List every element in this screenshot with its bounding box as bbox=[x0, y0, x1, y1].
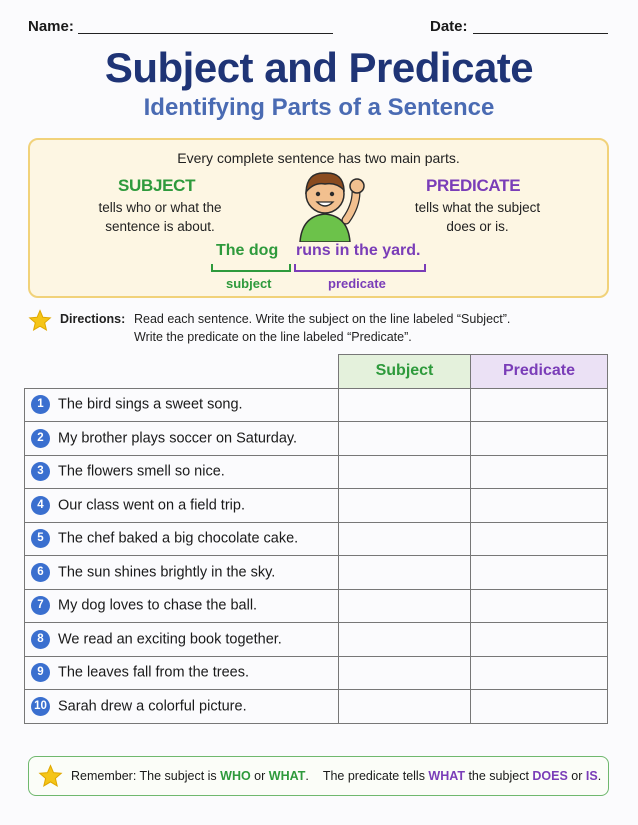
sentence-text: The bird sings a sweet song. bbox=[58, 396, 243, 413]
predicate-answer-cell[interactable] bbox=[471, 690, 608, 724]
table-row bbox=[25, 690, 608, 724]
remember-keyword: WHAT bbox=[428, 769, 465, 783]
subject-answer-cell[interactable] bbox=[339, 656, 471, 690]
page-title: Subject and Predicate bbox=[104, 44, 534, 91]
number-badge: 9 bbox=[31, 663, 50, 682]
predicate-heading: PREDICATE bbox=[426, 176, 521, 195]
remember-part: . bbox=[305, 769, 309, 783]
remember-box bbox=[28, 756, 609, 796]
number-badge: 3 bbox=[31, 462, 50, 481]
sentence-text: Our class went on a field trip. bbox=[58, 497, 245, 514]
sentence-cell bbox=[25, 623, 339, 657]
star-icon bbox=[38, 764, 63, 789]
remember-keyword: IS bbox=[585, 769, 598, 783]
remember-text bbox=[71, 769, 601, 783]
subject-description bbox=[70, 198, 250, 236]
subject-answer-cell[interactable] bbox=[339, 388, 471, 422]
sentence-cell bbox=[25, 455, 339, 489]
predicate-answer-cell[interactable] bbox=[471, 522, 608, 556]
table-row bbox=[25, 556, 608, 590]
number-badge: 8 bbox=[31, 630, 50, 649]
sentence-text: Sarah drew a colorful picture. bbox=[58, 698, 247, 715]
name-line[interactable] bbox=[78, 33, 333, 34]
predicate-answer-cell[interactable] bbox=[471, 556, 608, 590]
subject-answer-cell[interactable] bbox=[339, 623, 471, 657]
table-row bbox=[25, 656, 608, 690]
worksheet-table bbox=[24, 354, 608, 724]
sentence-text: We read an exciting book together. bbox=[58, 631, 282, 648]
remember-part: the subject bbox=[464, 769, 533, 783]
subject-answer-cell[interactable] bbox=[339, 690, 471, 724]
remember-keyword: DOES bbox=[532, 769, 568, 783]
remember-part: Remember: The subject is bbox=[71, 769, 221, 783]
table-row bbox=[25, 455, 608, 489]
number-badge: 1 bbox=[31, 395, 50, 414]
name-label: Name: bbox=[28, 18, 74, 35]
table-header-blank bbox=[25, 355, 339, 389]
directions-label: Directions: bbox=[60, 312, 126, 326]
number-badge: 2 bbox=[31, 429, 50, 448]
sentence-cell bbox=[25, 522, 339, 556]
sentence-text: The flowers smell so nice. bbox=[58, 463, 225, 480]
predicate-answer-cell[interactable] bbox=[471, 489, 608, 523]
number-badge: 7 bbox=[31, 596, 50, 615]
subject-answer-cell[interactable] bbox=[339, 422, 471, 456]
info-intro: Every complete sentence has two main parts. bbox=[177, 150, 460, 166]
predicate-description bbox=[390, 198, 565, 236]
sentence-cell bbox=[25, 422, 339, 456]
predicate-desc-line: tells what the subject bbox=[414, 200, 541, 215]
predicate-answer-cell[interactable] bbox=[471, 623, 608, 657]
date-line[interactable] bbox=[473, 33, 608, 34]
subject-answer-cell[interactable] bbox=[339, 589, 471, 623]
predicate-label: predicate bbox=[328, 276, 386, 291]
name-date-row bbox=[28, 18, 608, 38]
predicate-answer-cell[interactable] bbox=[471, 388, 608, 422]
sentence-cell bbox=[25, 489, 339, 523]
sentence-cell bbox=[25, 656, 339, 690]
remember-part: or bbox=[567, 769, 586, 783]
table-row bbox=[25, 388, 608, 422]
page-subtitle: Identifying Parts of a Sentence bbox=[143, 94, 495, 121]
subject-heading: SUBJECT bbox=[118, 176, 196, 195]
subject-column-header: Subject bbox=[339, 355, 471, 389]
table-header-row bbox=[25, 355, 608, 389]
remember-part: . bbox=[597, 769, 602, 783]
subject-answer-cell[interactable] bbox=[339, 489, 471, 523]
sentence-text: The sun shines brightly in the sky. bbox=[58, 564, 276, 581]
directions bbox=[28, 309, 613, 349]
predicate-column-header: Predicate bbox=[471, 355, 608, 389]
star-icon bbox=[28, 309, 52, 333]
predicate-answer-cell[interactable] bbox=[471, 656, 608, 690]
table-row bbox=[25, 489, 608, 523]
subject-answer-cell[interactable] bbox=[339, 455, 471, 489]
predicate-answer-cell[interactable] bbox=[471, 589, 608, 623]
predicate-bracket bbox=[294, 264, 426, 272]
predicate-desc-line: does or is. bbox=[446, 219, 509, 234]
remember-part: or bbox=[250, 769, 269, 783]
directions-line: Read each sentence. Write the subject on the line labeled “Subject”. bbox=[134, 312, 511, 326]
number-badge: 4 bbox=[31, 496, 50, 515]
waving-boy-illustration bbox=[280, 166, 370, 242]
sentence-text: My dog loves to chase the ball. bbox=[58, 597, 258, 614]
remember-keyword: WHO bbox=[220, 769, 251, 783]
subject-desc-line: tells who or what the bbox=[98, 200, 222, 215]
sentence-cell bbox=[25, 589, 339, 623]
subject-answer-cell[interactable] bbox=[339, 556, 471, 590]
sentence-text: The chef baked a big chocolate cake. bbox=[58, 530, 299, 547]
remember-part: The predicate tells bbox=[322, 769, 429, 783]
example-predicate: runs in the yard. bbox=[296, 242, 421, 259]
table-row bbox=[25, 623, 608, 657]
table-row bbox=[25, 589, 608, 623]
info-box bbox=[28, 138, 609, 298]
example-sentence bbox=[30, 242, 607, 292]
remember-keyword: WHAT bbox=[268, 769, 306, 783]
subject-desc-line: sentence is about. bbox=[105, 219, 215, 234]
table-row bbox=[25, 422, 608, 456]
sentence-text: My brother plays soccer on Saturday. bbox=[58, 430, 298, 447]
date-label: Date: bbox=[430, 18, 468, 35]
directions-line: Write the predicate on the line labeled “Predicate”. bbox=[134, 330, 412, 344]
subject-answer-cell[interactable] bbox=[339, 522, 471, 556]
sentence-text: The leaves fall from the trees. bbox=[58, 664, 249, 681]
number-badge: 6 bbox=[31, 563, 50, 582]
predicate-answer-cell[interactable] bbox=[471, 455, 608, 489]
subject-label: subject bbox=[226, 276, 272, 291]
table-row bbox=[25, 522, 608, 556]
number-badge: 5 bbox=[31, 529, 50, 548]
predicate-answer-cell[interactable] bbox=[471, 422, 608, 456]
sentence-cell bbox=[25, 556, 339, 590]
sentence-cell bbox=[25, 690, 339, 724]
number-badge: 10 bbox=[31, 697, 50, 716]
example-subject: The dog bbox=[216, 242, 279, 259]
sentence-cell bbox=[25, 388, 339, 422]
subject-bracket bbox=[211, 264, 291, 272]
